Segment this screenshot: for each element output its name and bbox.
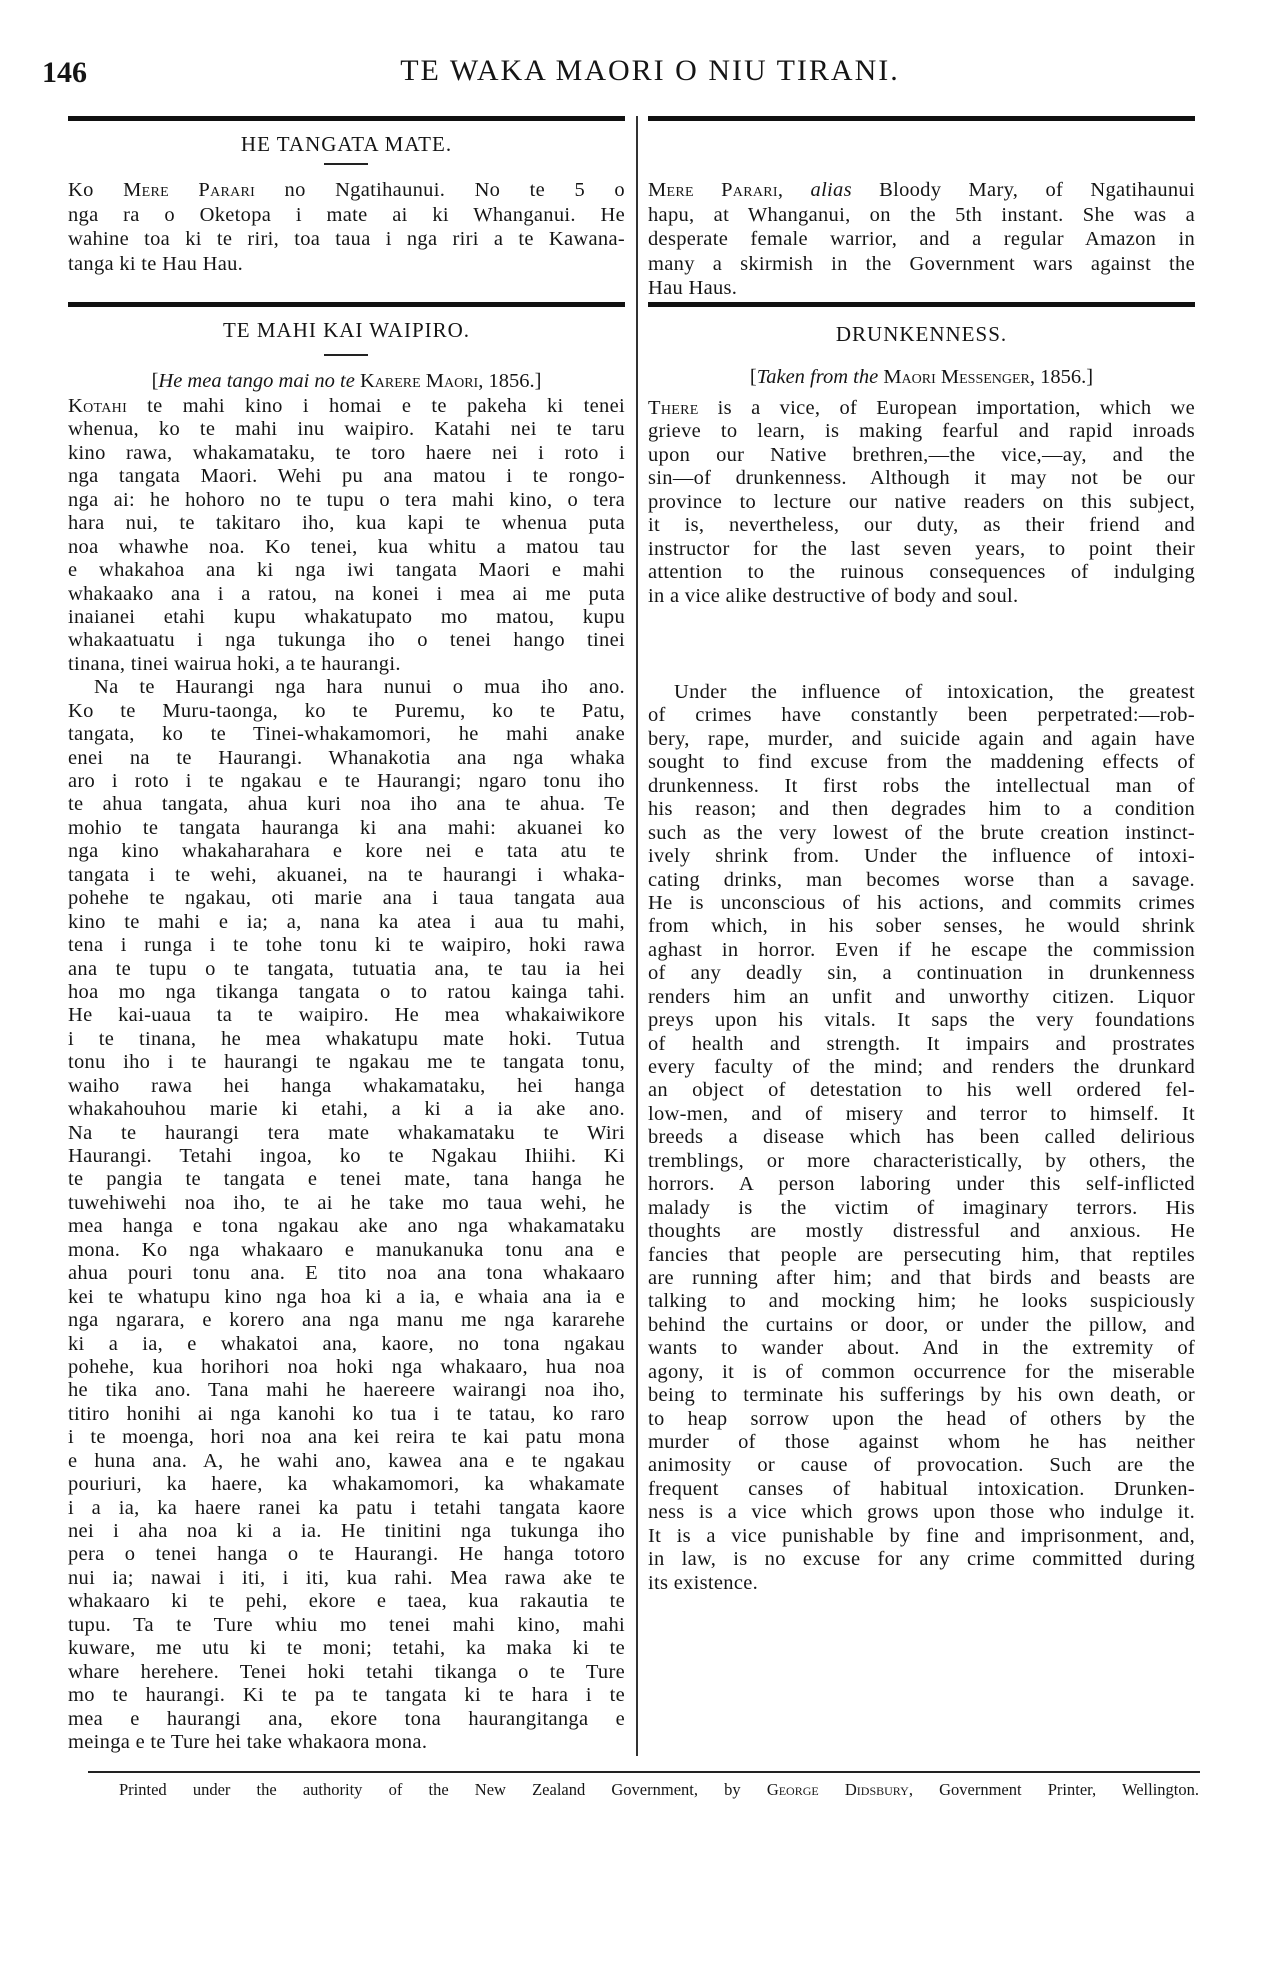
small-caps-run: Kotahi (68, 395, 128, 417)
heading-underline (324, 354, 368, 356)
text-line: thoughts are mostly distressful and anxious. He (648, 1220, 1195, 1243)
text-line: e whakahoa ana ki nga iwi tangata Maori e mahi (68, 559, 625, 582)
text-line: tuwehiwehi noa iho, te ai he take mo taua wehi, he (68, 1191, 625, 1214)
text-line: nga kino whakaharahara e kore nei e tata atu te (68, 840, 625, 863)
article-heading-maori: TE MAHI KAI WAIPIRO. (222, 318, 471, 342)
text-line: i a ia, ka haere ranei ka patu i tetahi tangata kaore (68, 1496, 625, 1519)
small-caps-run: Karere Maori (359, 370, 479, 392)
text-line: drunkenness. It first robs the intellectual man of (648, 774, 1195, 797)
small-caps-run: There (648, 397, 699, 419)
text-line: whare herehere. Tenei hoki tetahi tikanga o te Ture (68, 1660, 625, 1683)
text-line: pera o tenei hanga o te Haurangi. He hanga totoro (68, 1543, 625, 1566)
text-line: whakaatuatu i nga tukunga iho o tenei hango tinei (68, 629, 625, 652)
text-line: mea e haurangi ana, ekore tona haurangitanga e (68, 1707, 625, 1730)
text-line: Ko te Muru-taonga, ko te Puremu, ko te Patu, (68, 699, 625, 722)
text-line: such as the very lowest of the brute creation instinct- (648, 821, 1195, 844)
text-line: whakahouhou marie ki etahi, a ki a ia ake ano. (68, 1098, 625, 1121)
death-notice-maori (68, 178, 625, 276)
text-run: no Ngatihaunui. No te 5 o (255, 179, 625, 201)
article-body-maori (68, 395, 625, 1754)
column-rule (68, 116, 625, 121)
text-line: ahua pouri tonu ana. E tito noa ana tona whakaaro (68, 1262, 625, 1285)
text-line: kino te mahi e ia; a, nana ka atea i aua tu mahi, (68, 910, 625, 933)
text-line: Na te Haurangi nga hara nunui o mua iho ano. (94, 676, 625, 699)
text-line: mo te haurangi. Ki te pa te tangata ki te hara i te (68, 1684, 625, 1707)
text-line: behind the curtains or door, or under the pillow, and (648, 1313, 1195, 1336)
text-line: upon our Native brethren,—the vice,—ay, and the (648, 443, 1195, 466)
text-line: whakaako ana i a ratou, na konei i mea ai me puta (68, 582, 625, 605)
text-line: enei na te Haurangi. Whanakotia ana nga whaka (68, 746, 625, 769)
text-line: tinana, tinei wairua hoki, a te haurangi. (68, 652, 401, 675)
text-line: wahine toa ki te riri, toa taua i nga riri a te Kawana- (68, 228, 625, 250)
text-line: its existence. (648, 1571, 759, 1594)
text-line: pohehe, kua horihori noa hoki nga whakaaro, hua noa (68, 1355, 625, 1378)
text-line: noa whawhe noa. Ko tenei, kua whitu a matou tau (68, 535, 625, 558)
text-line: kuware, me utu ki te moni; tetahi, ka maka ki te (68, 1637, 625, 1660)
text-line: aghast in horror. Even if he escape the commission (648, 938, 1195, 961)
text-run: , Government Printer, Wellington. (908, 1780, 1199, 1799)
text-line: breeds a disease which has been called delirious (648, 1126, 1195, 1149)
text-run: Printed under the authority of the New Zealand Government, by (119, 1780, 767, 1799)
text-line: nga ai: he hohoro no te tupu o tera mahi kino, o tera (68, 488, 625, 511)
text-line: nga ra o Oketopa i mate ai ki Whanganui. He (68, 203, 625, 226)
text-line: tangata, ko te Tinei-whakamomori, he mahi anake (68, 723, 625, 746)
text-run: , (777, 179, 811, 201)
text-line: tonu iho i te haurangi te ngakau me te tangata tonu, (68, 1051, 625, 1074)
text-line: waiho rawa hei hanga whakamataku, hei hanga (68, 1074, 625, 1097)
text-line: fancies that people are persecuting him, that reptiles (648, 1243, 1195, 1266)
small-caps-run: Mere Parari (648, 179, 778, 201)
text-line: nga ngarara, e korero ana nga manu me nga kararehe (68, 1309, 625, 1332)
text-line: murder of those against whom he has neither (648, 1431, 1195, 1453)
text-line: malady is the victim of imaginary terrors. His (648, 1196, 1195, 1219)
text-line: te ahua tangata, ahua kuri noa iho ana te ahua. Te (68, 793, 625, 816)
text-line: Under the influence of intoxication, the greatest (674, 681, 1195, 703)
death-notice-english (648, 178, 1195, 301)
text-line: Hau Haus. (648, 277, 738, 299)
column-rule (648, 116, 1195, 121)
text-line: ana te tupu o te tangata, tutuatia ana, te tau ia hei (68, 957, 625, 980)
death-notice-heading: HE TANGATA MATE. (240, 132, 453, 156)
text-line: nga tangata Maori. Wehi pu ana matou i te rongo- (68, 465, 625, 488)
text-line: ively shrink from. Under the influence of intoxi- (648, 845, 1195, 868)
text-line: tangata i te wehi, akuanei, na te haurangi i whaka- (68, 863, 625, 886)
text-run: Bloody Mary, of Ngatihaunui (851, 179, 1195, 201)
text-line: i te moenga, hori noa ana kei reira te kai patu mona (68, 1426, 625, 1449)
text-line: low-men, and of misery and terror to himself. It (648, 1102, 1195, 1125)
text-line: province to lecture our native readers on this subject, (648, 490, 1195, 513)
text-run: [ (151, 370, 159, 392)
article-heading-english: DRUNKENNESS. (835, 322, 1008, 346)
printer-imprint (119, 1779, 1199, 1801)
text-line: e huna ana. A, he wahi ano, kawea ana e te ngakau (68, 1449, 625, 1472)
text-line: titiro honihi ai nga kanohi ko tua i te tatau, ko raro (68, 1402, 625, 1425)
text-run: Ko (68, 179, 124, 201)
text-line: of any deadly sin, a continuation in drunkenness (648, 962, 1195, 985)
text-line (648, 397, 1195, 420)
text-line: tena i runga i te tohe tonu ki te waipiro, hoki rawa (68, 934, 625, 957)
text-line: grieve to learn, is making fearful and rapid inroads (648, 420, 1195, 443)
text-line: kei te whatupu kino nga hoa ki a ia, e whaia ana ia e (68, 1285, 625, 1308)
text-line: are running after him; and that birds and beasts are (648, 1266, 1195, 1289)
text-line: he tika ano. Tana mahi he haereere wairangi noa iho, (68, 1379, 625, 1402)
text-run: is a vice, of European importation, which we (698, 397, 1195, 419)
section-rule (68, 302, 625, 307)
newspaper-title: TE WAKA MAORI O NIU TIRANI. (400, 54, 900, 87)
heading-underline (324, 163, 368, 165)
footer-rule (88, 1771, 1200, 1773)
text-run: , 1856.] (1029, 366, 1094, 388)
text-line: aro i roto i te ngakau e te Haurangi; ngaro tonu iho (68, 770, 625, 792)
text-line: bery, rape, murder, and suicide again and again have (648, 727, 1195, 750)
text-line: his reason; and then degrades him to a condition (648, 798, 1195, 821)
text-line: instructor for the last seven years, to point their (648, 537, 1195, 560)
article-source-english (648, 365, 1195, 389)
text-line: hoa mo nga tikanga tangata o to ratou kainga tahi. (68, 980, 625, 1003)
text-line: Haurangi. Tetahi ingoa, ko te Ngakau Ihiihi. Ki (68, 1145, 625, 1167)
text-line: It is a vice punishable by fine and imprisonment, and, (648, 1524, 1195, 1547)
text-line: hapu, at Whanganui, on the 5th instant. She was a (648, 203, 1195, 226)
text-line: frequent canses of habitual intoxication. Drunken- (648, 1477, 1195, 1500)
text-line: every faculty of the mind; and renders the drunkard (648, 1056, 1195, 1078)
column-divider (636, 116, 638, 1756)
text-line (68, 395, 625, 418)
small-caps-run: Maori Messenger (883, 366, 1030, 388)
page-number: 146 (42, 56, 87, 89)
text-line (68, 178, 625, 203)
text-line: mea hanga e tona ngakau ake ano nga whakamataku (68, 1215, 625, 1238)
text-line: nui ia; nawai i iti, i iti, kua rahi. Mea rawa ake te (68, 1566, 625, 1589)
article-source-maori (68, 369, 625, 393)
text-line: ness is a vice which grows upon those who indulge it. (648, 1501, 1195, 1524)
text-line: inaianei etahi kupu whakatupato mo matou, kupu (68, 605, 625, 628)
text-line: hara nui, te takitaro iho, kua kapi te whenua puta (68, 512, 625, 535)
text-line: He is unconscious of his actions, and commits crimes (648, 891, 1195, 914)
text-run: te mahi kino i homai e te pakeha ki tenei (127, 395, 625, 417)
text-line: tupu. Ta te Ture whiu mo tenei mahi kino, mahi (68, 1613, 625, 1636)
text-run: , 1856.] (478, 370, 542, 392)
text-line: i te tinana, he mea whakatupu mate hoki. Tutua (68, 1027, 625, 1050)
text-line: whenua, ko te mahi inu waipiro. Katahi nei te taru (68, 418, 625, 441)
text-line: in a vice alike destructive of body and soul. (648, 584, 1019, 607)
text-line: desperate female warrior, and a regular Amazon in (648, 228, 1195, 250)
text-line: talking to and mocking him; he looks suspiciously (648, 1290, 1195, 1313)
text-line: whakaaro ki te pehi, ekore e taea, kua rakautia te (68, 1590, 625, 1613)
italic-run: Taken from the (756, 366, 879, 388)
text-line: pouriuri, ka haere, ka whakamomori, ka whakamate (68, 1473, 625, 1496)
text-line: it is, nevertheless, our duty, as their friend and (648, 514, 1195, 537)
text-line: mohio te tangata hauranga ki ana mahi: akuanei ko (68, 816, 625, 839)
text-line: preys upon his vitals. It saps the very foundations (648, 1009, 1195, 1032)
text-line: tanga ki te Hau Hau. (68, 252, 244, 275)
italic-run: He mea tango mai no te (158, 370, 355, 392)
text-line: He kai-uaua ta te waipiro. He mea whakaiwikore (68, 1004, 625, 1027)
text-line: to heap sorrow upon the head of others by the (648, 1407, 1195, 1430)
text-line: of health and strength. It impairs and prostrates (648, 1032, 1195, 1055)
article-intro-english (648, 397, 1195, 608)
text-line: sin—of drunkenness. Although it may not be our (648, 467, 1195, 490)
article-body-english (648, 681, 1195, 1595)
italic-run: alias (810, 179, 852, 201)
text-line: kino rawa, whakamataku, te toro haere nei i roto i (68, 441, 625, 464)
text-line: nei i aha noa ki a ia. He tinitini nga tukunga iho (68, 1520, 625, 1542)
text-line: meinga e te Ture hei take whakaora mona. (68, 1730, 428, 1753)
text-line: tremblings, or more characteristically, by others, the (648, 1149, 1195, 1172)
text-line: sought to find excuse from the maddening effects of (648, 751, 1195, 774)
text-line: in law, is no excuse for any crime committed during (648, 1548, 1195, 1571)
text-line (648, 178, 1195, 203)
text-line: an object of detestation to his well ordered fel- (648, 1079, 1195, 1102)
small-caps-run: George Didsbury (766, 1780, 909, 1799)
text-line: mona. Ko nga whakaaro e manukanuka tonu ana e (68, 1238, 625, 1261)
text-line: te pangia te tangata e tenei mate, tana hanga he (68, 1168, 625, 1191)
text-line: from which, in his sober senses, he would shrink (648, 915, 1195, 938)
text-line: pohehe te ngakau, oti marie ana i taua tangata aua (68, 887, 625, 910)
text-line: ki a ia, e whakatoi ana, kaore, no tona ngakau (68, 1332, 625, 1355)
text-line: being to terminate his sufferings by his own death, or (648, 1384, 1195, 1407)
section-rule (648, 302, 1195, 307)
text-line: renders him an unfit and unworthy citizen. Liquor (648, 985, 1195, 1008)
text-line: of crimes have constantly been perpetrated:—rob- (648, 704, 1195, 727)
text-line: agony, it is of common occurrence for the miserable (648, 1360, 1195, 1383)
text-line: Na te haurangi tera mate whakamataku te Wiri (68, 1121, 625, 1144)
text-line: animosity or cause of provocation. Such are the (648, 1454, 1195, 1477)
text-run: [ (749, 366, 757, 388)
text-line: many a skirmish in the Government wars against the (648, 252, 1195, 275)
text-line: attention to the ruinous consequences of indulging (648, 561, 1195, 584)
text-line: wants to wander about. And in the extremity of (648, 1337, 1195, 1360)
text-line: cating drinks, man becomes worse than a savage. (648, 868, 1195, 891)
small-caps-run: Mere Parari (123, 179, 256, 201)
text-line: horrors. A person laboring under this self-inflicted (648, 1173, 1195, 1196)
